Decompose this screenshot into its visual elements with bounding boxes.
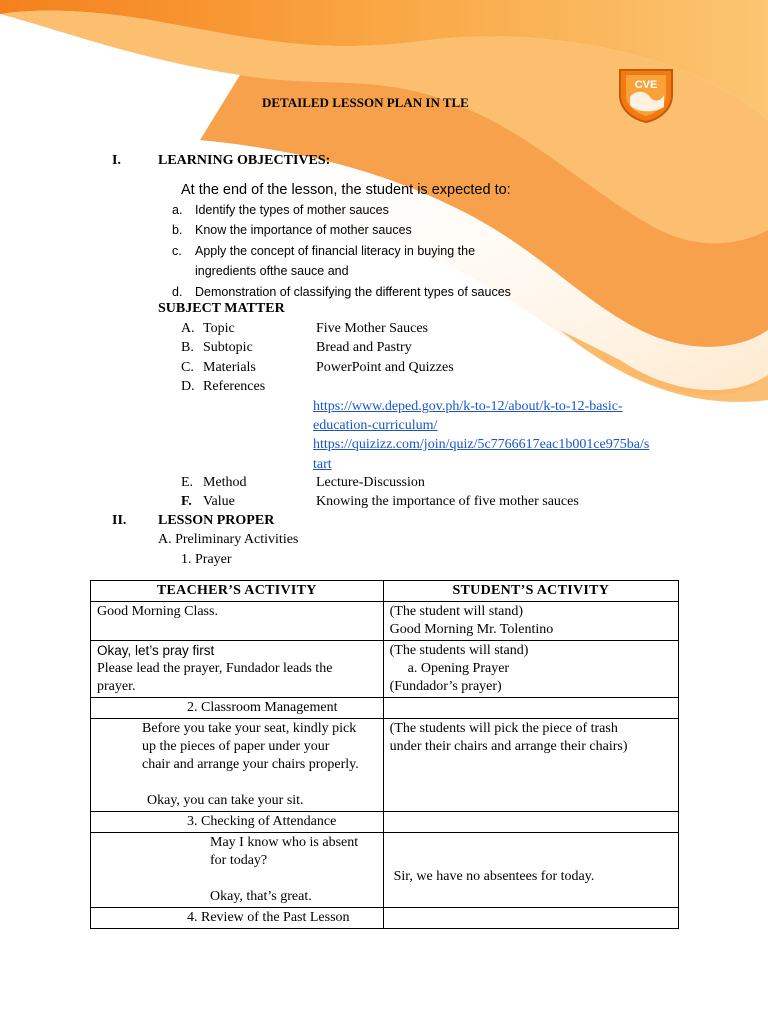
subject-item-letter: C. (181, 360, 194, 375)
table-row (91, 833, 679, 908)
teacher-cell (91, 833, 384, 908)
reference-link[interactable]: education-curriculum/ (313, 418, 438, 433)
teacher-line: Okay, you can take your sit. (147, 793, 304, 808)
table-row (91, 641, 679, 698)
section1-numeral: I. (112, 153, 121, 168)
teacher-cell (91, 641, 384, 698)
table-row (91, 698, 679, 719)
teacher-line: up the pieces of paper under your (142, 739, 330, 754)
table-header-row (91, 581, 679, 602)
subject-item-letter: F. (181, 494, 192, 509)
subject-item-value: Bread and Pastry (316, 340, 412, 355)
student-cell (383, 641, 678, 698)
teacher-line: May I know who is absent (210, 835, 359, 850)
teacher-activity-header: TEACHER’S ACTIVITY (91, 581, 384, 602)
reference-link[interactable]: https://quizizz.com/join/quiz/5c7766617eac1b001ce975ba/s (313, 437, 650, 452)
empty-cell (383, 698, 678, 719)
subject-matter-heading: SUBJECT MATTER (158, 301, 285, 316)
activity-table (90, 580, 679, 929)
table-row (91, 812, 679, 833)
objective-letter: c. (172, 244, 182, 258)
objective-letter: d. (172, 285, 183, 299)
teacher-line: prayer. (97, 679, 136, 694)
subject-item-letter: B. (181, 340, 194, 355)
student-line: (The students will pick the piece of trash (389, 721, 618, 736)
subject-item-label: Method (203, 475, 247, 490)
school-logo (616, 67, 676, 123)
table-row (91, 719, 679, 812)
reference-link[interactable]: tart (313, 457, 332, 472)
logo-text: CVE (634, 79, 658, 91)
student-line: Good Morning Mr. Tolentino (389, 622, 554, 637)
student-cell (383, 602, 678, 641)
classroom-management-heading: 2. Classroom Management (91, 698, 384, 719)
section2-heading: LESSON PROPER (158, 513, 275, 528)
teacher-line: chair and arrange your chairs properly. (142, 757, 359, 772)
teacher-line: Please lead the prayer, Fundador leads the (97, 661, 333, 676)
preliminary-activities: A. Preliminary Activities (158, 532, 299, 547)
subject-item-value: Knowing the importance of five mother sauces (316, 494, 579, 509)
objectives-intro: At the end of the lesson, the student is expected to: (181, 182, 511, 198)
subject-item-label: Topic (203, 321, 235, 336)
section1-heading: LEARNING OBJECTIVES: (158, 153, 331, 168)
subject-item-letter: A. (181, 321, 195, 336)
objective-text: Apply the concept of financial literacy in buying the (195, 244, 476, 258)
teacher-cell (91, 602, 384, 641)
teacher-line: Okay, that’s great. (210, 889, 312, 904)
teacher-line: Okay, let’s pray first (97, 643, 215, 658)
table-row (91, 602, 679, 641)
subject-item-value: Lecture-Discussion (316, 475, 425, 490)
teacher-line: for today? (210, 853, 268, 868)
document-title: DETAILED LESSON PLAN IN TLE (262, 95, 469, 110)
prayer-subheading: 1. Prayer (181, 552, 232, 567)
student-line: (Fundador’s prayer) (389, 679, 502, 694)
teacher-line: Good Morning Class. (97, 604, 218, 619)
objective-text: Demonstration of classifying the different types of sauces (195, 285, 511, 299)
subject-item-letter: D. (181, 379, 195, 394)
empty-cell (383, 812, 678, 833)
subject-item-value: Five Mother Sauces (316, 321, 428, 336)
teacher-line: Before you take your seat, kindly pick (142, 721, 357, 736)
student-cell (383, 833, 678, 908)
objective-letter: b. (172, 223, 183, 237)
student-line: (The student will stand) (389, 604, 523, 619)
student-line: under their chairs and arrange their chairs) (389, 739, 628, 754)
subject-item-letter: E. (181, 475, 194, 490)
subject-item-label: References (203, 379, 266, 394)
student-activity-header: STUDENT’S ACTIVITY (383, 581, 678, 602)
attendance-heading: 3. Checking of Attendance (91, 812, 384, 833)
subject-item-value: PowerPoint and Quizzes (316, 360, 454, 375)
student-line: Sir, we have no absentees for today. (393, 868, 595, 884)
reference-link[interactable]: https://www.deped.gov.ph/k-to-12/about/k-to-12-basic- (313, 399, 623, 414)
objective-letter: a. (172, 203, 183, 217)
objective-text: ingredients ofthe sauce and (195, 264, 349, 278)
table-row (91, 908, 679, 929)
subject-item-label: Subtopic (203, 340, 253, 355)
student-line: (The students will stand) (389, 643, 529, 658)
subject-item-label: Value (203, 494, 235, 509)
teacher-cell (91, 719, 384, 812)
section2-numeral: II. (112, 513, 127, 528)
subject-item-label: Materials (203, 360, 256, 375)
student-cell (383, 719, 678, 812)
objective-text: Identify the types of mother sauces (195, 203, 389, 217)
objective-text: Know the importance of mother sauces (195, 223, 412, 237)
student-line: a. Opening Prayer (407, 661, 510, 676)
review-heading: 4. Review of the Past Lesson (91, 908, 384, 929)
empty-cell (383, 908, 678, 929)
